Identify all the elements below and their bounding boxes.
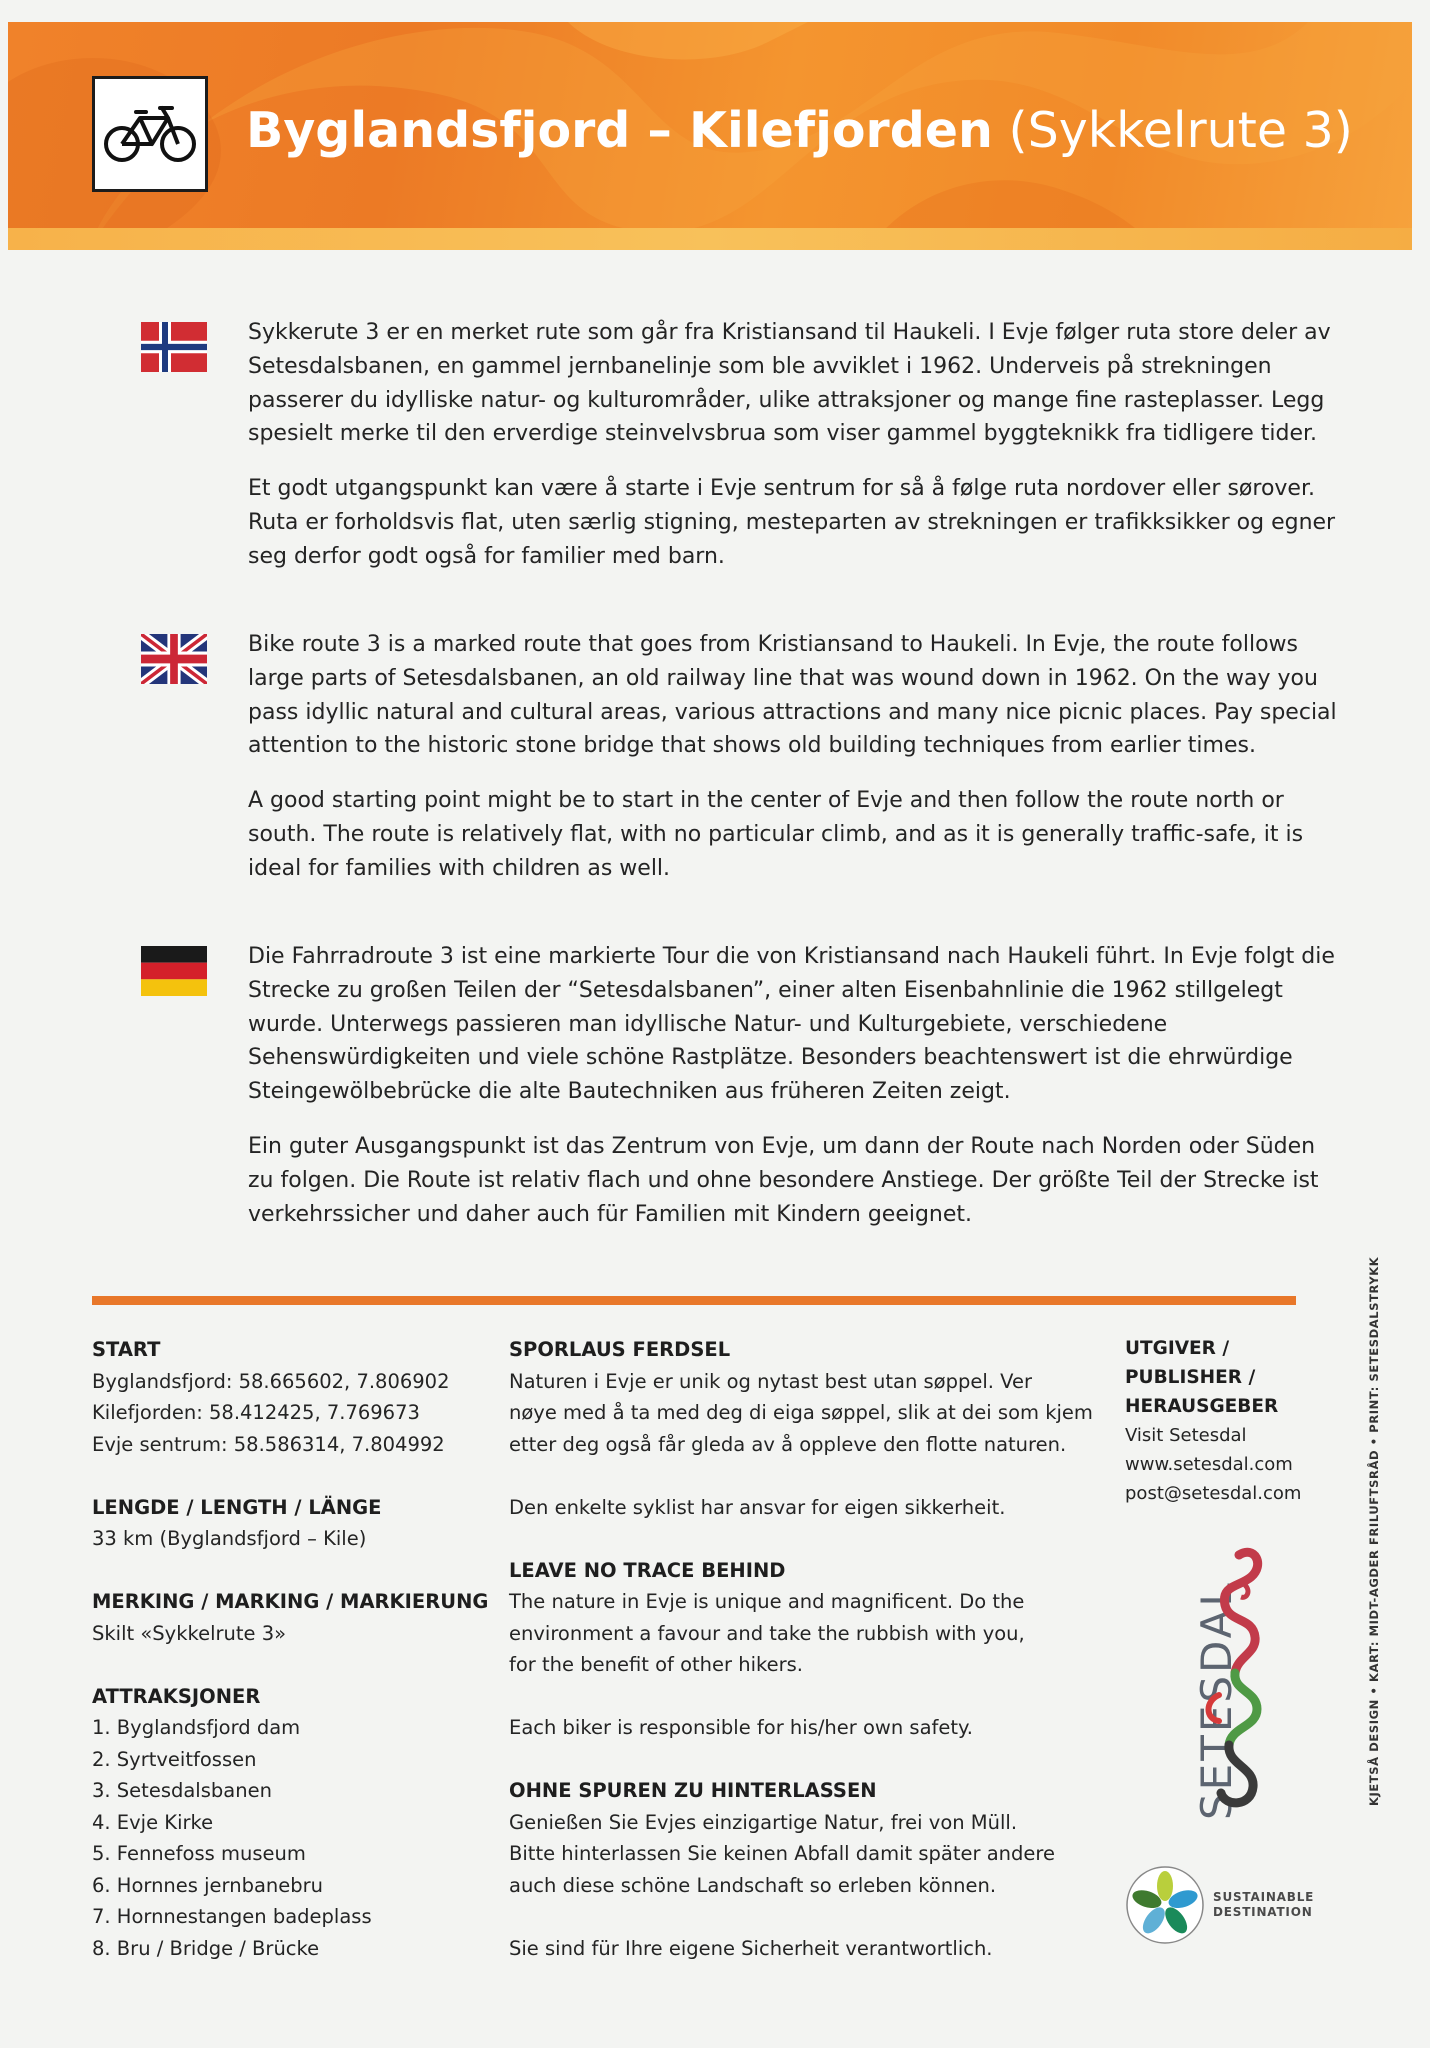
german-text (248, 940, 1338, 1231)
english-paragraph-2: A good starting point might be to start in the center of Evje and then follow the route north or south. The route is relatively flat, with no particular climb, and as it is generally traffic-safe, it is ideal for families with children as well. (248, 788, 1304, 881)
norwegian-paragraph-2: Et godt utgangspunkt kan være å starte i Evje sentrum for så å følge ruta nordover eller sørover. Ruta er forholdsvis flat, uten særlig stigning, mesteparten av strekningen er trafikksikker og egner seg derfor godt også for familier med barn. (248, 476, 1336, 569)
attraction-item: 2. Syrtveitfossen (92, 1747, 257, 1771)
uk-flag-icon (141, 634, 207, 684)
sustainable-destination-label (1213, 1890, 1343, 1920)
ohne-spuren-heading: OHNE SPUREN ZU HINTERLASSEN (509, 1779, 877, 1802)
norway-flag-icon (141, 322, 207, 372)
route-info-column (92, 1334, 492, 1964)
german-paragraph-1: Die Fahrradroute 3 ist eine markierte Tour die von Kristiansand nach Haukeli führt. In Evje folgt die Strecke zu großen Teilen der “Setesdalsbanen”, einer alten Eisenbahnlinie die 1962 stillgelegt wurde. Unterwegs passieren man idyllische Natur- und Kulturgebiete, verschiedene Sehenswürdigkeiten und viele schöne Rastplätze. Besonders beachtenswert ist die ehrwürdige Steingewölbebrücke die alte Bautechniken aus früheren Zeiten zeigt. (248, 944, 1335, 1105)
publisher-name: Visit Setesdal (1125, 1425, 1247, 1446)
english-paragraph-1: Bike route 3 is a marked route that goes from Kristiansand to Haukeli. In Evje, the route follows large parts of Setesdalsbanen, an old railway line that was wound down in 1962. On the way you pass idyllic natural and cultural areas, various attractions and many nice picnic places. Pay special attention to the historic stone bridge that shows old building techniques from earlier times. (248, 632, 1337, 759)
ohne-spuren-line: Bitte hinterlassen Sie keinen Abfall damit später andere (509, 1842, 1055, 1865)
norwegian-text (248, 316, 1338, 574)
attraction-item: 7. Hornnestangen badeplass (92, 1905, 372, 1928)
setesdal-logo-ornament-icon (1195, 1545, 1267, 1815)
publisher-column (1125, 1334, 1315, 1508)
marking-value: Skilt «Sykkelrute 3» (92, 1621, 287, 1645)
attraction-item: 1. Byglandsfjord dam (92, 1716, 301, 1739)
leave-no-trace-line: environment a favour and take the rubbish with you, (509, 1621, 1025, 1645)
leave-no-trace-heading: LEAVE NO TRACE BEHIND (509, 1558, 786, 1582)
start-line: Byglandsfjord: 58.665602, 7.806902 (92, 1369, 450, 1393)
attraction-item: 6. Hornnes jernbanebru (92, 1873, 324, 1897)
start-line: Evje sentrum: 58.586314, 7.804992 (92, 1432, 445, 1456)
attraction-item: 3. Setesdalsbanen (92, 1779, 272, 1802)
length-heading: LENGDE / LENGTH / LÄNGE (92, 1495, 382, 1519)
sustainable-destination-icon (1124, 1864, 1206, 1946)
title-sub: (Sykkelrute 3) (1008, 102, 1353, 159)
orange-divider (92, 1296, 1296, 1305)
publisher-heading-line: PUBLISHER / (1125, 1367, 1256, 1388)
publisher-heading-line: UTGIVER / (1125, 1338, 1230, 1359)
leave-no-trace-line: The nature in Evje is unique and magnificent. Do the (509, 1590, 1025, 1613)
title-main: Byglandsfjord – Kilefjorden (246, 102, 993, 159)
attractions-heading: ATTRAKSJONER (92, 1684, 261, 1708)
publisher-heading-line: HERAUSGEBER (1125, 1396, 1279, 1417)
ohne-spuren-line: auch diese schöne Landschaft so erleben können. (509, 1873, 997, 1897)
leave-no-trace-note: Each biker is responsible for his/her own safety. (509, 1716, 974, 1739)
sporlaus-line: Naturen i Evje er unik og nytast best utan søppel. Ver (509, 1369, 1033, 1393)
length-value: 33 km (Byglandsfjord – Kile) (92, 1527, 367, 1550)
attraction-item: 4. Evje Kirke (92, 1810, 214, 1834)
attraction-item: 8. Bru / Bridge / Brücke (92, 1936, 320, 1960)
marking-heading: MERKING / MARKING / MARKIERUNG (92, 1590, 489, 1613)
attraction-item: 5. Fennefoss museum (92, 1842, 306, 1865)
german-paragraph-2: Ein guter Ausgangspunkt ist das Zentrum von Evje, um dann der Route nach Norden oder Süden zu folgen. Die Route ist relativ flach und ohne besondere Anstiege. Der größte Teil der Strecke ist verkehrssicher und daher auch für Familien mit Kindern geeignet. (248, 1133, 1319, 1227)
english-text (248, 628, 1338, 886)
sporlaus-line: etter deg også får gleda av å oppleve den flotte naturen. (509, 1432, 1067, 1456)
sporlaus-heading: SPORLAUS FERDSEL (509, 1338, 731, 1361)
sustainable-line: SUSTAINABLE (1213, 1890, 1315, 1904)
germany-flag-icon (141, 946, 207, 996)
start-line: Kilefjorden: 58.412425, 7.769673 (92, 1401, 420, 1424)
sporlaus-line: nøye med å ta med deg di eiga søppel, slik at dei som kjem (509, 1401, 1093, 1424)
leave-no-trace-line: for the benefit of other hikers. (509, 1653, 803, 1676)
start-heading: START (92, 1338, 161, 1361)
ohne-spuren-note: Sie sind für Ihre eigene Sicherheit verantwortlich. (509, 1936, 993, 1960)
norwegian-paragraph-1: Sykkerute 3 er en merket rute som går fra Kristiansand til Haukeli. I Evje følger ruta store deler av Setesdalsbanen, en gammel jernbanelinje som ble avviklet i 1962. Underveis på strekningen passerer du idylliske natur- og kulturområder, ulike attraksjoner og mange fine rasteplasser. Legg spesielt merke til den erverdige steinvelvsbrua som viser gammel byggteknikk fra tidligere tider. (248, 320, 1331, 447)
sporlaus-note: Den enkelte syklist har ansvar for eigen sikkerheit. (509, 1495, 1006, 1519)
header-bottom-band (8, 228, 1412, 250)
print-credits: KJETSÅ DESIGN • KART: MIDT-AGDER FRILUFTSRÅD • PRINT: SETESDALSTRYKK (1367, 1256, 1381, 1806)
sustainable-line: DESTINATION (1213, 1905, 1313, 1919)
leave-no-trace-column (509, 1334, 1099, 1964)
bicycle-icon (92, 76, 208, 192)
setesdal-logo-text: SETESDAL (1192, 1580, 1241, 1820)
page-title (246, 96, 1353, 166)
ohne-spuren-line: Genießen Sie Evjes einzigartige Natur, frei von Müll. (509, 1810, 1018, 1834)
publisher-email[interactable]: post@setesdal.com (1125, 1483, 1302, 1504)
publisher-website[interactable]: www.setesdal.com (1125, 1454, 1293, 1475)
